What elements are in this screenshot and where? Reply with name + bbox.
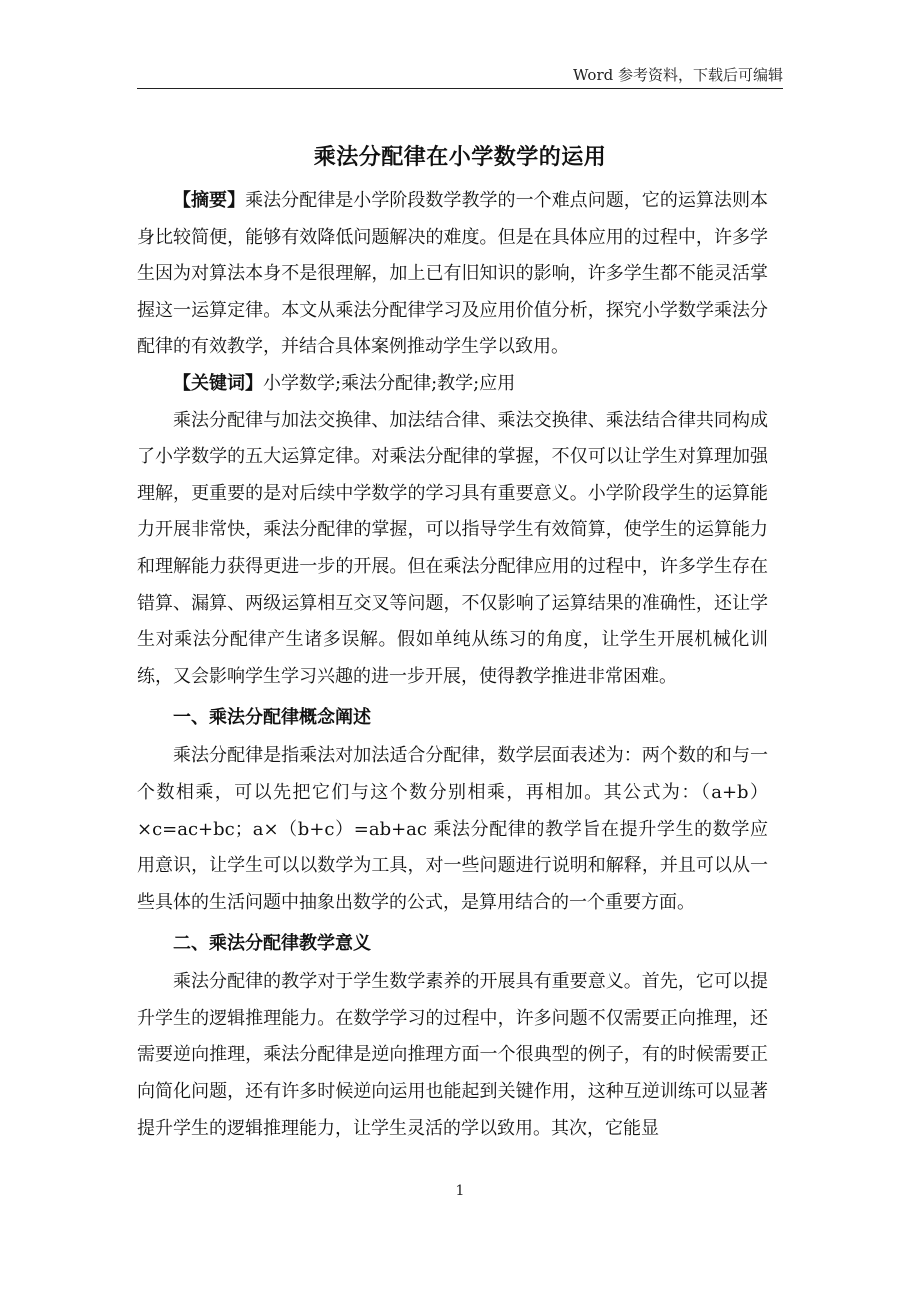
document-title: 乘法分配律在小学数学的运用 xyxy=(313,145,607,170)
header-divider xyxy=(137,88,783,89)
document-body xyxy=(137,183,768,1147)
keywords-label: 【关键词】 xyxy=(173,372,263,394)
abstract-label: 【摘要】 xyxy=(173,190,246,211)
abstract-text: 乘法分配律是小学阶段数学教学的一个难点问题，它的运算法则本身比较简便，能够有效降低问题解决的难度。但是在具体应用的过程中，许多学生因为对算法本身不是很理解，加上已有旧知识的影响，许多学生都不能灵活掌握这一运算定律。本文从乘法分配律学习及应用价值分析，探究小学数学乘法分配律的有效教学，并结合具体案例推动学生学以致用。 xyxy=(137,190,768,358)
page-number: 1 xyxy=(455,1183,465,1199)
section-heading-2: 二、乘法分配律教学意义 xyxy=(173,933,371,955)
page-header: Word 参考资料，下载后可编辑 xyxy=(573,66,783,84)
abstract-paragraph xyxy=(137,183,768,366)
keywords-paragraph xyxy=(137,366,768,403)
intro-paragraph: 乘法分配律与加法交换律、加法结合律、乘法交换律、乘法结合律共同构成了小学数学的五大运算定律。对乘法分配律的掌握，不仅可以让学生对算理加强理解，更重要的是对后续中学数学的学习具有重要意义。小学阶段学生的运算能力开展非常快，乘法分配律的掌握，可以指导学生有效简算，使学生的运算能力和理解能力获得更进一步的开展。但在乘法分配律应用的过程中，许多学生存在错算、漏算、两级运算相互交叉等问题，不仅影响了运算结果的准确性，还让学生对乘法分配律产生诸多误解。假如单纯从练习的角度，让学生开展机械化训练，又会影响学生学习兴趣的进一步开展，使得教学推进非常困难。 xyxy=(137,409,768,687)
section-2-paragraph: 乘法分配律的教学对于学生数学素养的开展具有重要意义。首先，它可以提升学生的逻辑推理能力。在数学学习的过程中，许多问题不仅需要正向推理，还需要逆向推理，乘法分配律是逆向推理方面一个很典型的例子，有的时候需要正向简化问题，还有许多时候逆向运用也能起到关键作用，这种互逆训练可以显著提升学生的逻辑推理能力，让学生灵活的学以致用。其次，它能显 xyxy=(137,971,768,1139)
section-heading-1: 一、乘法分配律概念阐述 xyxy=(173,707,371,729)
keywords-text: 小学数学;乘法分配律;教学;应用 xyxy=(263,372,516,394)
section-1-paragraph: 乘法分配律是指乘法对加法适合分配律，数学层面表述为：两个数的和与一个数相乘，可以先把它们与这个数分别相乘，再相加。其公式为：（a+b）×c=ac+bc；a×（b+c）=ab+ac 乘法分配律的教学旨在提升学生的数学应用意识，让学生可以以数学为工具，对一些问题进行说明和解释，并且可以从一些具体的生活问题中抽象出数学的公式，是算用结合的一个重要方面。 xyxy=(137,745,768,913)
